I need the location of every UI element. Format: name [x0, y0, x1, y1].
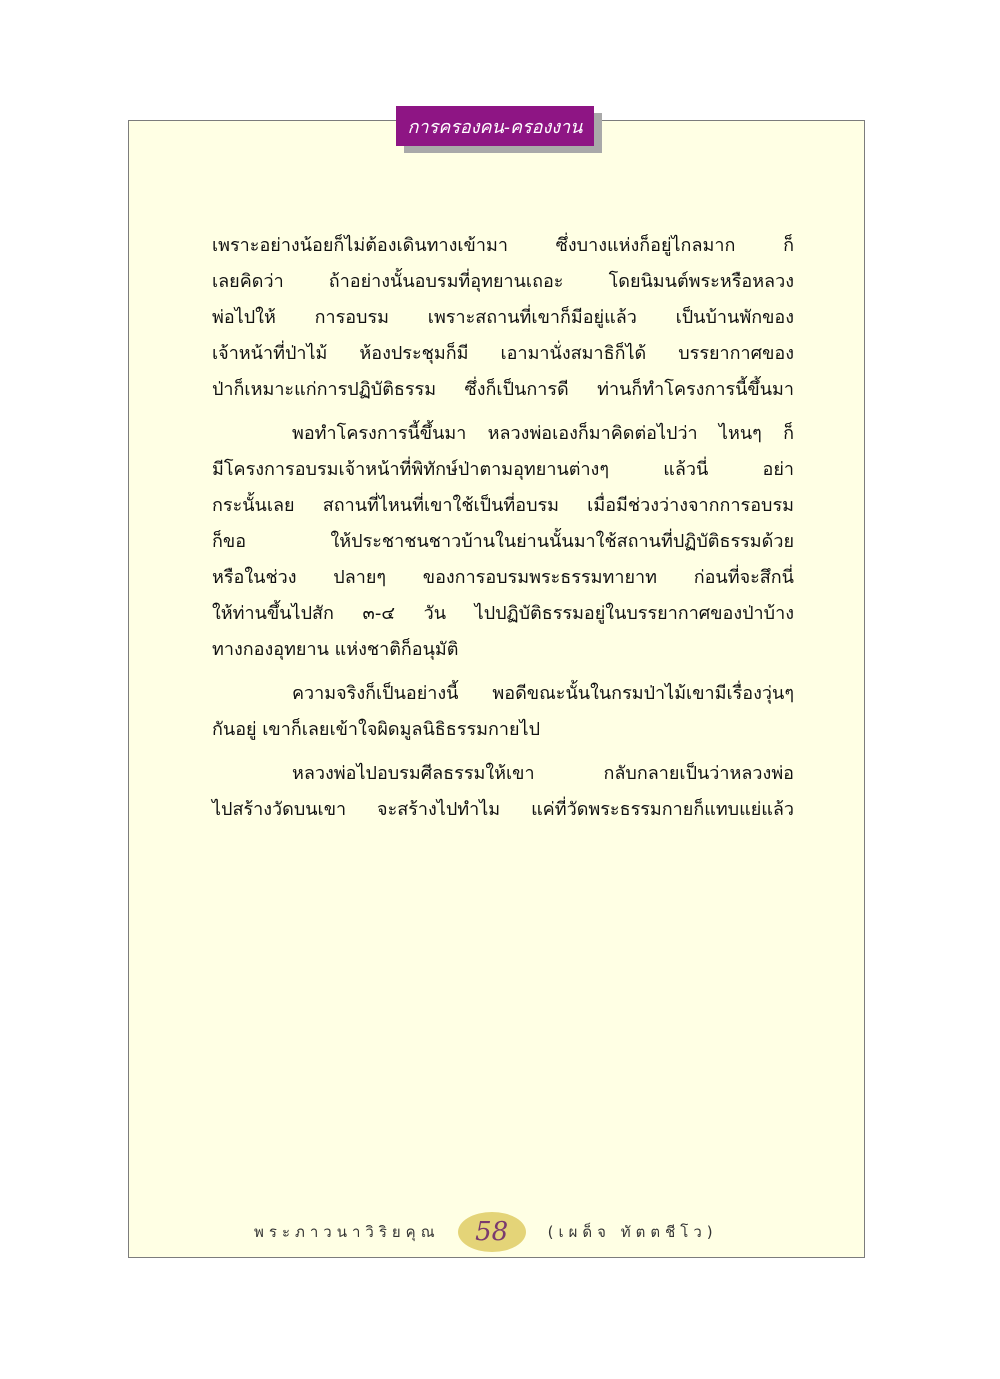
text-line: เจ้าหน้าที่ป่าไม้ ห้องประชุมก็มี เอามานั่งสมาธิก็ได้ บรรยากาศของ: [212, 343, 794, 364]
text-line: ไปสร้างวัดบนเขา จะสร้างไปทำไม แค่ที่วัดพระธรรมกายก็แทบแย่แล้ว: [212, 799, 794, 820]
author-name: (เผด็จ ทัตตชีโว): [547, 1223, 718, 1241]
text-line: เลยคิดว่า ถ้าอย่างนั้นอบรมที่อุทยานเถอะ โดยนิมนต์พระหรือหลวง: [212, 271, 794, 292]
book-title: พระภาวนาวิริยคุณ: [254, 1223, 440, 1241]
text-line: ให้ท่านขึ้นไปสัก ๓-๔ วัน ไปปฏิบัติธรรมอยู่ในบรรยากาศของป่าบ้าง: [212, 603, 794, 624]
text-line: พอทำโครงการนี้ขึ้นมา หลวงพ่อเองก็มาคิดต่อไปว่า ไหนๆ ก็: [292, 423, 794, 444]
text-line: ป่าก็เหมาะแก่การปฏิบัติธรรม ซึ่งก็เป็นการดี ท่านก็ทำโครงการนี้ขึ้นมา: [212, 379, 794, 400]
paragraph-3: [212, 676, 794, 748]
chapter-title-tab: การครองคน-ครองงาน: [396, 106, 594, 146]
paragraph-2: [212, 416, 794, 668]
paragraph-4: [212, 756, 794, 828]
text-line: มีโครงการอบรมเจ้าหน้าที่พิทักษ์ป่าตามอุทยานต่างๆ แล้วนี่ อย่า: [212, 459, 794, 480]
text-line: ความจริงก็เป็นอย่างนี้ พอดีขณะนั้นในกรมป่าไม้เขามีเรื่องวุ่นๆ: [292, 683, 794, 704]
text-line: ก็ขอ ให้ประชาชนชาวบ้านในย่านนั้นมาใช้สถานที่ปฏิบัติธรรมด้วย: [212, 531, 794, 552]
text-line: กันอยู่ เขาก็เลยเข้าใจผิดมูลนิธิธรรมกายไป: [212, 719, 541, 740]
page-number: 58: [458, 1212, 526, 1252]
text-line: หรือในช่วง ปลายๆ ของการอบรมพระธรรมทายาท ก่อนที่จะสึกนี่: [212, 567, 794, 588]
text-line: เพราะอย่างน้อยก็ไม่ต้องเดินทางเข้ามา ซึ่งบางแห่งก็อยู่ไกลมาก ก็: [212, 235, 794, 256]
text-line: พ่อไปให้ การอบรม เพราะสถานที่เขาก็มีอยู่แล้ว เป็นบ้านพักของ: [212, 307, 794, 328]
text-line: ทางกองอุทยาน แห่งชาติก็อนุมัติ: [212, 639, 459, 660]
body-text: [212, 228, 794, 836]
page-footer: [254, 1212, 718, 1252]
paragraph-1: [212, 228, 794, 408]
text-line: หลวงพ่อไปอบรมศีลธรรมให้เขา กลับกลายเป็นว่าหลวงพ่อ: [292, 763, 794, 784]
text-line: กระนั้นเลย สถานที่ไหนที่เขาใช้เป็นที่อบรม เมื่อมีช่วงว่างจากการอบรม: [212, 495, 794, 516]
